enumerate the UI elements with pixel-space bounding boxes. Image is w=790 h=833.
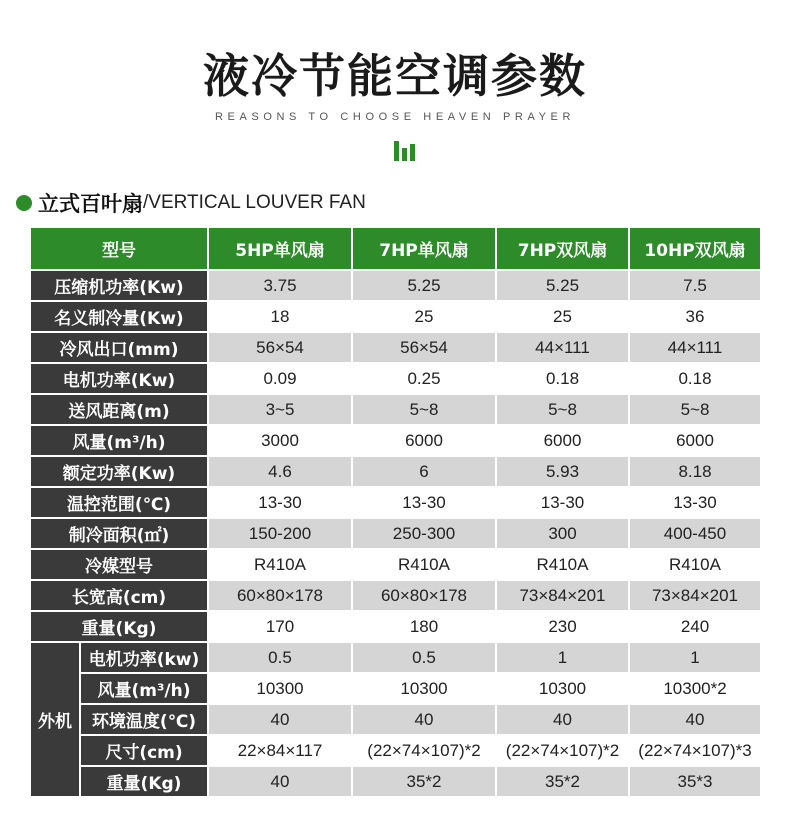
table-cell: 36 bbox=[629, 301, 761, 332]
table-cell: 35*3 bbox=[629, 766, 761, 797]
section-title-en: /VERTICAL LOUVER FAN bbox=[143, 192, 366, 213]
table-cell: 0.25 bbox=[352, 363, 496, 394]
section-title-cn: 立式百叶扇 bbox=[38, 192, 143, 216]
outdoor-group-label: 外机 bbox=[30, 642, 80, 797]
table-cell: 5.25 bbox=[496, 270, 629, 301]
table-cell: 8.18 bbox=[629, 456, 761, 487]
table-cell: 60×80×178 bbox=[208, 580, 352, 611]
table-row bbox=[30, 580, 761, 611]
table-cell: 0.09 bbox=[208, 363, 352, 394]
table-cell: 35*2 bbox=[352, 766, 496, 797]
table-cell: 0.18 bbox=[496, 363, 629, 394]
row-label: 长宽高(cm) bbox=[30, 580, 208, 611]
table-row bbox=[30, 456, 761, 487]
table-cell: 5~8 bbox=[352, 394, 496, 425]
row-label: 电机功率(kw) bbox=[80, 642, 208, 673]
table-cell: 300 bbox=[496, 518, 629, 549]
table-cell: (22×74×107)*2 bbox=[496, 735, 629, 766]
table-cell: 56×54 bbox=[352, 332, 496, 363]
table-cell: 22×84×117 bbox=[208, 735, 352, 766]
table-row bbox=[30, 332, 761, 363]
table-cell: R410A bbox=[208, 549, 352, 580]
column-header: 型号 bbox=[30, 227, 208, 270]
table-cell: 35*2 bbox=[496, 766, 629, 797]
table-row bbox=[30, 270, 761, 301]
table-cell: 73×84×201 bbox=[496, 580, 629, 611]
table-cell: 10300 bbox=[496, 673, 629, 704]
column-header: 5HP单风扇 bbox=[208, 227, 352, 270]
row-label: 额定功率(Kw) bbox=[30, 456, 208, 487]
row-label: 风量(m³/h) bbox=[30, 425, 208, 456]
section-heading bbox=[16, 188, 366, 218]
table-row bbox=[30, 394, 761, 425]
bullet-dot-icon bbox=[16, 195, 32, 211]
table-cell: 56×54 bbox=[208, 332, 352, 363]
bar-chart-icon bbox=[394, 139, 424, 161]
table-cell: 250-300 bbox=[352, 518, 496, 549]
table-cell: 5~8 bbox=[629, 394, 761, 425]
table-cell: 4.6 bbox=[208, 456, 352, 487]
table-cell: 25 bbox=[496, 301, 629, 332]
table-cell: 40 bbox=[629, 704, 761, 735]
table-row bbox=[30, 704, 761, 735]
row-label: 压缩机功率(Kw) bbox=[30, 270, 208, 301]
table-cell: 0.5 bbox=[208, 642, 352, 673]
table-row bbox=[30, 642, 761, 673]
table-cell: (22×74×107)*3 bbox=[629, 735, 761, 766]
table-cell: 3000 bbox=[208, 425, 352, 456]
row-label: 名义制冷量(Kw) bbox=[30, 301, 208, 332]
table-row bbox=[30, 611, 761, 642]
table-cell: 10300 bbox=[208, 673, 352, 704]
table-cell: 0.18 bbox=[629, 363, 761, 394]
table-cell: 18 bbox=[208, 301, 352, 332]
table-row bbox=[30, 549, 761, 580]
table-cell: 1 bbox=[496, 642, 629, 673]
row-label: 冷媒型号 bbox=[30, 549, 208, 580]
table-row bbox=[30, 735, 761, 766]
page-subtitle: REASONS TO CHOOSE HEAVEN PRAYER bbox=[214, 111, 575, 123]
row-label: 风量(m³/h) bbox=[80, 673, 208, 704]
table-cell: 40 bbox=[496, 704, 629, 735]
column-header: 7HP单风扇 bbox=[352, 227, 496, 270]
table-cell: R410A bbox=[496, 549, 629, 580]
table-cell: 40 bbox=[352, 704, 496, 735]
table-cell: R410A bbox=[629, 549, 761, 580]
table-cell: 73×84×201 bbox=[629, 580, 761, 611]
table-cell: 13-30 bbox=[208, 487, 352, 518]
table-cell: 0.5 bbox=[352, 642, 496, 673]
table-header-row bbox=[30, 227, 761, 270]
row-label: 环境温度(℃) bbox=[80, 704, 208, 735]
table-cell: 7.5 bbox=[629, 270, 761, 301]
table-cell: 60×80×178 bbox=[352, 580, 496, 611]
table-row bbox=[30, 301, 761, 332]
row-label: 温控范围(℃) bbox=[30, 487, 208, 518]
spec-table bbox=[29, 226, 762, 798]
table-cell: 10300 bbox=[352, 673, 496, 704]
table-cell: 40 bbox=[208, 766, 352, 797]
table-cell: 3.75 bbox=[208, 270, 352, 301]
table-cell: 13-30 bbox=[352, 487, 496, 518]
table-cell: 6000 bbox=[496, 425, 629, 456]
table-cell: 13-30 bbox=[629, 487, 761, 518]
row-label: 尺寸(cm) bbox=[80, 735, 208, 766]
table-cell: 5~8 bbox=[496, 394, 629, 425]
table-row bbox=[30, 673, 761, 704]
table-cell: 25 bbox=[352, 301, 496, 332]
table-cell: 5.93 bbox=[496, 456, 629, 487]
table-cell: (22×74×107)*2 bbox=[352, 735, 496, 766]
table-cell: 3~5 bbox=[208, 394, 352, 425]
table-cell: R410A bbox=[352, 549, 496, 580]
column-header: 10HP双风扇 bbox=[629, 227, 761, 270]
table-cell: 6000 bbox=[352, 425, 496, 456]
row-label: 送风距离(m) bbox=[30, 394, 208, 425]
table-cell: 180 bbox=[352, 611, 496, 642]
table-row bbox=[30, 425, 761, 456]
table-row bbox=[30, 487, 761, 518]
table-cell: 6000 bbox=[629, 425, 761, 456]
row-label: 重量(Kg) bbox=[80, 766, 208, 797]
table-cell: 170 bbox=[208, 611, 352, 642]
table-cell: 44×111 bbox=[629, 332, 761, 363]
table-cell: 240 bbox=[629, 611, 761, 642]
table-cell: 230 bbox=[496, 611, 629, 642]
table-cell: 44×111 bbox=[496, 332, 629, 363]
table-row bbox=[30, 766, 761, 797]
page-title: 液冷节能空调参数 bbox=[203, 49, 587, 103]
row-label: 重量(Kg) bbox=[30, 611, 208, 642]
table-cell: 6 bbox=[352, 456, 496, 487]
table-cell: 400-450 bbox=[629, 518, 761, 549]
table-row bbox=[30, 363, 761, 394]
table-row bbox=[30, 518, 761, 549]
row-label: 制冷面积(㎡) bbox=[30, 518, 208, 549]
table-cell: 150-200 bbox=[208, 518, 352, 549]
table-cell: 1 bbox=[629, 642, 761, 673]
table-cell: 10300*2 bbox=[629, 673, 761, 704]
table-cell: 13-30 bbox=[496, 487, 629, 518]
row-label: 冷风出口(mm) bbox=[30, 332, 208, 363]
table-cell: 5.25 bbox=[352, 270, 496, 301]
table-cell: 40 bbox=[208, 704, 352, 735]
row-label: 电机功率(Kw) bbox=[30, 363, 208, 394]
column-header: 7HP双风扇 bbox=[496, 227, 629, 270]
